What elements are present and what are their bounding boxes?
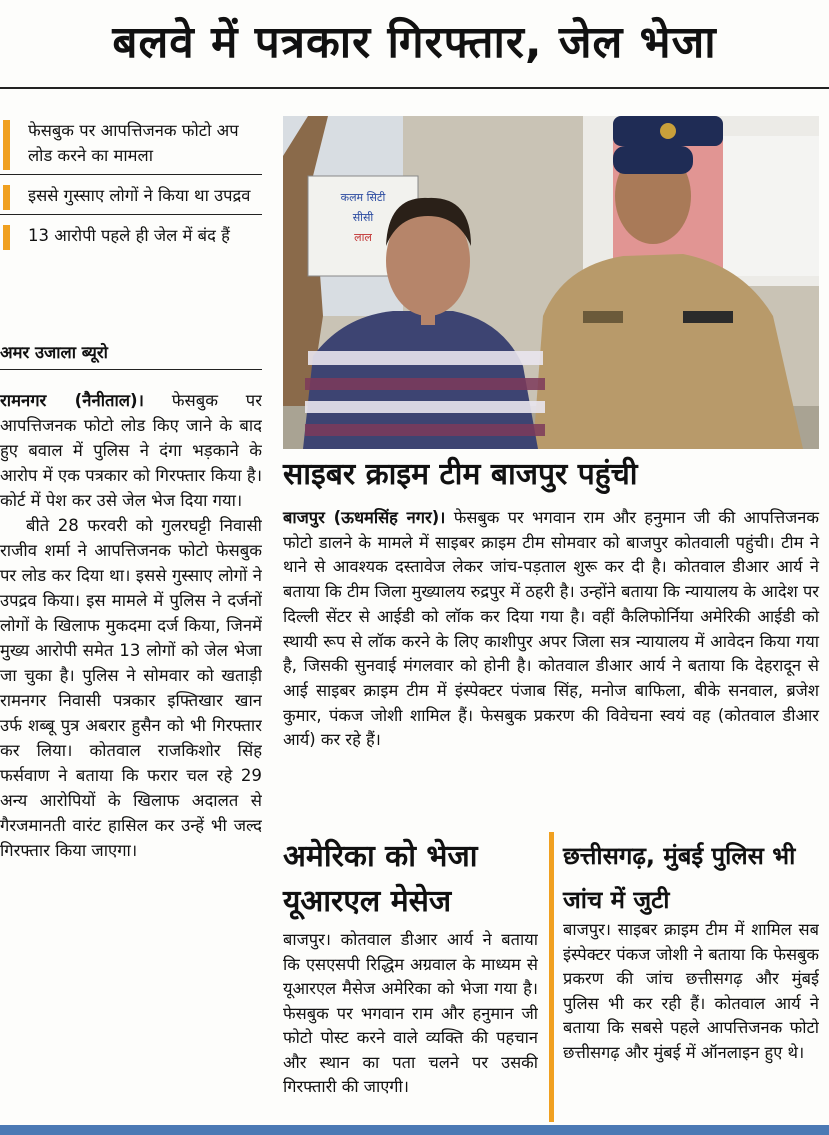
america-story-text: कोतवाल डीआर आर्य ने बताया कि एसएसपी रिद्धिम अग्रवाल के माध्यम से यूआरएल मैसेज अमेरिका को भेजा गया है। फेसबुक पर भगवान राम और हनुमान जी फोटो पोस्ट करने वाले व्यक्ति की पहचान और स्थान का पता चलने पर उसकी गिरफ्तारी की जाएगी। xyxy=(283,930,538,1096)
police-heading: छत्तीसगढ़, मुंबई पुलिस भी जांच में जुटी xyxy=(563,842,796,914)
photo-illustration xyxy=(283,116,819,449)
photo-sign-line-2: सीसी xyxy=(352,211,374,224)
america-dateline: बाजपुर। xyxy=(283,930,331,949)
cyber-heading: साइबर क्राइम टीम बाजपुर पहुंची xyxy=(283,457,638,492)
headline-rule xyxy=(0,87,829,89)
photo-sign-line-3: लाल xyxy=(354,231,372,244)
police-story xyxy=(563,918,819,1123)
cyber-dateline: बाजपुर (ऊधमसिंह नगर)। xyxy=(283,508,446,527)
photo-sign-line-1: कलम सिटी xyxy=(340,191,386,204)
highlight-item: इससे गुस्साए लोगों ने किया था उपद्रव xyxy=(0,181,262,215)
main-story-text-1: फेसबुक पर आपत्तिजनक फोटो लोड किए जाने के बाद हुए बवाल में पुलिस ने दंगा भड़काने के आरोप में एक पत्रकार को गिरफ्तार किया है। कोर्ट में पेश कर उसे जेल भेज दिया गया। xyxy=(0,391,262,510)
news-photo xyxy=(283,116,819,449)
cyber-story xyxy=(283,506,819,753)
cyber-story-text: फेसबुक पर भगवान राम और हनुमान जी की आपत्तिजनक फोटो डालने के मामले में साइबर क्राइम टीम सोमवार को बाजपुर कोतवाली पहुंची। टीम ने थाने से आवश्यक दस्तावेज लेकर जांच-पड़ताल शुरू कर दी है। कोतवाल डीआर आर्य ने बताया कि टीम जिला मुख्यालय रुद्रपुर में ठहरी है। उन्होंने बताया कि न्यायालय के आदेश पर दिल्ली सेंटर से आईडी को लॉक कर दिया गया है। वहीं कैलिफोर्निया अमेरिकी आईडी को स्थायी रूप से लॉक करने के लिए काशीपुर अपर जिला सत्र न्यायालय में आवेदन किया गया है, जिसकी सुनवाई मंगलवार को होनी है। कोतवाल डीआर आर्य ने बताया कि देहरादून से आई साइबर क्राइम टीम में इंस्पेक्टर पंजाब सिंह, मनोज बाफिला, बीके सनवाल, ब्रजेश कुमार, पंकज जोशी शामिल हैं। फेसबुक प्रकरण की विवेचना स्वयं वह (कोतवाल डीआर आर्य) कर रहे हैं। xyxy=(283,508,819,750)
bottom-bar xyxy=(0,1125,829,1135)
main-dateline: रामनगर (नैनीताल)। xyxy=(0,391,144,410)
highlights xyxy=(0,116,262,260)
highlight-item: 13 आरोपी पहले ही जेल में बंद हैं xyxy=(0,221,262,254)
america-story xyxy=(283,928,538,1123)
america-heading: अमेरिका को भेजा यूआरएल मेसेज xyxy=(283,839,478,919)
main-story xyxy=(0,388,262,1123)
byline: अमर उजाला ब्यूरो xyxy=(0,340,262,370)
main-story-para-1 xyxy=(0,388,262,513)
police-story-text: साइबर क्राइम टीम में शामिल सब इंस्पेक्टर पंकज जोशी ने बताया कि फेसबुक प्रकरण की जांच छत्तीसगढ़ और मुंबई पुलिस भी कर रही हैं। कोतवाल आर्य ने बताया कि सबसे पहले आपत्तिजनक फोटो छत्तीसगढ़ और मुंबई में ऑनलाइन हुए थे। xyxy=(563,920,819,1062)
column-divider xyxy=(549,832,554,1122)
main-story-para-2: बीते 28 फरवरी को गुलरघट्टी निवासी राजीव शर्मा ने आपत्तिजनक फोटो फेसबुक पर लोड कर दिया था। इससे गुस्साए लोगों ने उपद्रव किया। इस मामले में पुलिस ने दर्जनों लोगों के खिलाफ मुकदमा दर्ज किया, जिनमें मुख्य आरोपी समेत 13 लोगों को जेल भेजा जा चुका है। पुलिस ने सोमवार को खताड़ी रामनगर निवासी पत्रकार इफ्तिखार खान उर्फ शब्बू पुत्र अबरार हुसैन को भी गिरफ्तार कर लिया। कोतवाल राजकिशोर सिंह फर्सवाण ने बताया कि फरार चल रहे 29 अन्य आरोपियों के खिलाफ अदालत से गैरजमानती वारंट हासिल कर उन्हें भी जल्द गिरफ्तार किया जाएगा। xyxy=(0,516,262,860)
highlight-item: फेसबुक पर आपत्तिजनक फोटो अप लोड करने का मामला xyxy=(0,116,262,175)
police-dateline: बाजपुर। xyxy=(563,920,611,939)
headline: बलवे में पत्रकार गिरफ्तार, जेल भेजा xyxy=(112,17,717,68)
